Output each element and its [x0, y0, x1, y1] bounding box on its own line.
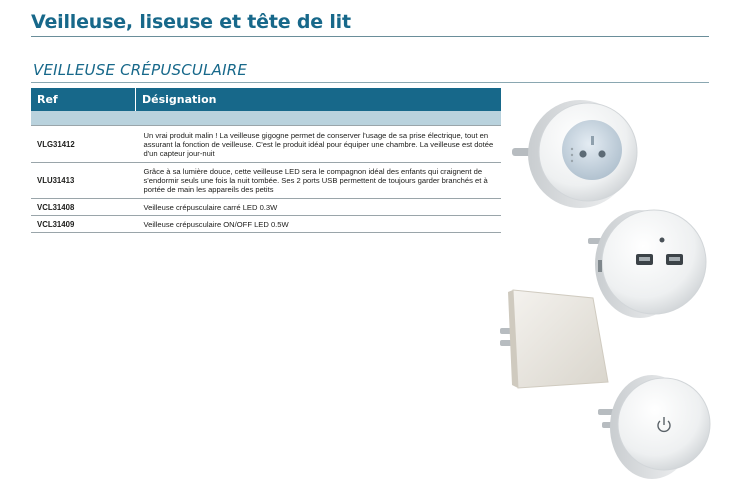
section-title: VEILLEUSE CRÉPUSCULAIRE: [33, 61, 248, 79]
page-title: Veilleuse, liseuse et tête de lit: [31, 11, 351, 33]
product-photo-vcl31408: [500, 290, 608, 388]
section-divider: [31, 82, 709, 83]
product-photo-vlu31413: [588, 210, 706, 318]
table-spacer-row: [31, 111, 501, 126]
product-photos: [500, 92, 720, 484]
row-designation: Veilleuse crépusculaire ON/OFF LED 0.5W: [136, 216, 502, 233]
product-table: [31, 88, 501, 233]
table-row: [31, 216, 501, 233]
table-header-row: [31, 88, 501, 111]
row-ref: VLG31412: [31, 126, 136, 163]
row-ref: VCL31409: [31, 216, 136, 233]
product-photo-vlg31412: [512, 100, 637, 208]
row-designation: Veilleuse crépusculaire carré LED 0.3W: [136, 199, 502, 216]
column-header-designation: Désignation: [136, 88, 502, 111]
row-ref: VLU31413: [31, 163, 136, 199]
column-header-ref: Ref: [31, 88, 136, 111]
table-row: [31, 199, 501, 216]
row-ref: VCL31408: [31, 199, 136, 216]
title-divider: [31, 36, 709, 37]
row-designation: Un vrai produit malin ! La veilleuse gigogne permet de conserver l'usage de sa prise électrique, tout en assurant la fonction de veilleuse. C'est le produit idéal pour équiper une chambre. La veilleuse est dotée d'un capteur jour-nuit: [136, 126, 502, 163]
row-designation: Grâce à sa lumière douce, cette veilleuse LED sera le compagnon idéal des enfants qui craignent de s'endormir seuls une fois la nuit tombée. Ses 2 ports USB permettent de toujours garder branchés et à portée de main les appareils des petits: [136, 163, 502, 199]
table-row: [31, 163, 501, 199]
table-row: [31, 126, 501, 163]
product-photo-vcl31409: [598, 375, 710, 479]
